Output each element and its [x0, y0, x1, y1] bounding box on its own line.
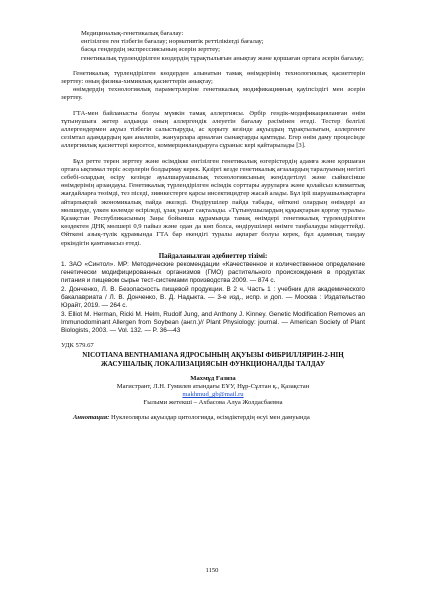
list-intro: Медициналық-генетикалық бағалау:: [81, 30, 184, 37]
references-title: Пайдаланылған әдебиеттер тізімі:: [158, 251, 268, 260]
paragraph-tech: өнімдердің технологиялық параметрлеріне генетикалық модификацияның қауіпсіздігі мен әсерін зерттеу.: [61, 86, 365, 102]
list-item: генетикалық түрлендірілген көздердің тұрақтылығын анықтау және қоршаған ортаға әсерін бағалау;: [81, 54, 364, 62]
udk-code: УДК 579.67: [61, 341, 94, 349]
reference-item: 3. Elliot M. Herman, Ricki M. Helm, Rudolf Jung, and Anthony J. Kinney. Genetic Modification Removes an Immunodominant Allergen from Soybean (англ.)// Plant Physiology: journal. — American Society of Plant Biologists, 2003. — Vol. 132. — P. 36—43: [61, 310, 365, 335]
supervisor: Ғылыми жетекші – Ахбасова Алуа Жолдасбаевна: [143, 399, 283, 407]
abstract: [61, 414, 365, 422]
author-email-link[interactable]: makhmud_gb@mail.ru: [182, 391, 244, 399]
abstract-label: Аннотация:: [73, 413, 110, 421]
reference-item: 1. ЗАО «Синтол». МР: Методические рекомендации «Качественное и количественное определение генетически модифицированных организмов (ГМО) растительного происхождения в продуктах питания и пищевом сырье тест-системами производства 2009. — 874 с.: [61, 260, 365, 285]
page-content: [61, 30, 365, 422]
author-affiliation: Магистрант, Л.Н. Гумилев атындағы ЕҰУ, Нұр-Сұлтан қ., Қазақстан: [116, 382, 310, 390]
reference-item: 2. Донченко, Л. В. Безопасность пищевой продукции. В 2 ч. Часть 1 : учебник для академического бакалавриата / Л. В. Донченко, В. Д. Надыкта. — 3-е изд., испр. и доп. — Москва : Издательство Юрайт, 2019. — 264 с.: [61, 285, 365, 310]
paragraph-final: Бұл ретте терен зерттеу және өсімдікке енгізілген генетикалық өзгерістердің адамға және қоршаған ортаға ықтимал теріс әсерлерін болдырмау керек. Қазіргі кезде генетикалық ағзалардың таралуының негізгі себебі-олардың өсіру кезінде ауылшаруашылық технологиясының жеңілдетілуі және сыйкесінше өнімдерінің арзандауы. Генетикалық түрлендірілген өсімдік сорттары ауруларға және қолайсыз климаттық жағдайларға төзімді, тез піседі, зиянкестерге қарсы инсектицидтер жасай алады. Бұл іріі шаруашылықтарға айтарлықтай экономикалық пайда әкеледі. Өндірушілер пайда табады, өйткені олардың өнімдері аз мөлшерде, үлкен көлемде өсіріледі, ұзақ уақыт сақталады. «Тұтынушылардың құқықтарын қорғау туралы» Қазақстан Республикасының Заңы бойынша құрамында тамақ өнімдері генетикалық түрлендірілген көздектен ДНҚ мөлшері 0,9 пайыз және одан да көп болса, өндірушілері өнімге таңбалауды міндеттейді. Өйткені азық-түлік құрамында ГТА бар екендігі туралы ақпарат болуы керек, бұл адамның таңдау еркіндігін қамтамасыз етеді.: [61, 157, 365, 247]
author-name: Махмұд Ғазиза: [190, 374, 236, 382]
page-number: 1150: [205, 567, 219, 574]
list-item: басқа гендердің экспрессиясының әсерін зерттеу;: [81, 46, 221, 54]
paragraph-tech: Генетикалық түрлендірілген көздерден алынатын тамақ өнімдерінің технологиялық қасиеттерін зерттеу: оның физика-химиялық қасиеттерін анықтау;: [61, 69, 365, 86]
list-item: енгізілген ген тізбегін бағалау; нормативтік реттілікterді бағалау;: [81, 38, 264, 46]
abstract-text: Нуклеолярлы ақуыздар цитологияда, өсімдіктердің өсуі мен дамуында: [109, 413, 310, 421]
paragraph-allergy: ГТА-мен байланысты болуы мүмкін тамақ аллергиясы. Әрбір гендік-модификацияланған өнім тұтынушыға жетер алдында оның аллергендік әлеуетін бағалау рәсімінен өтеді. Тестер белгілі аллергендермен ақуыз тізбегін салыстыруды, ас қорыту кезінде ақуыздың тұрақтылығын, аллергенге сезімтал адамдардың қан анализін, жануарлара арналған сынақтарды қамтиды. Егер өнім даму процесінде аллергиялық қасиеттері көрсетсе, коммерцияландыруға сұраныс кері қайтарылады [3].: [61, 109, 365, 150]
article-title: NICOTIANA BENTHAMIANA ЯДРОСЫНЫҢ АҚУЫЗЫ ФИБРИЛЛЯРИН-2-НІҢ ЖАСУШАЛЫҚ ЛОКАЛИЗАЦИЯСЫН ФУНКЦИОНАЛДЫ ТАЛДАУ: [82, 350, 344, 368]
